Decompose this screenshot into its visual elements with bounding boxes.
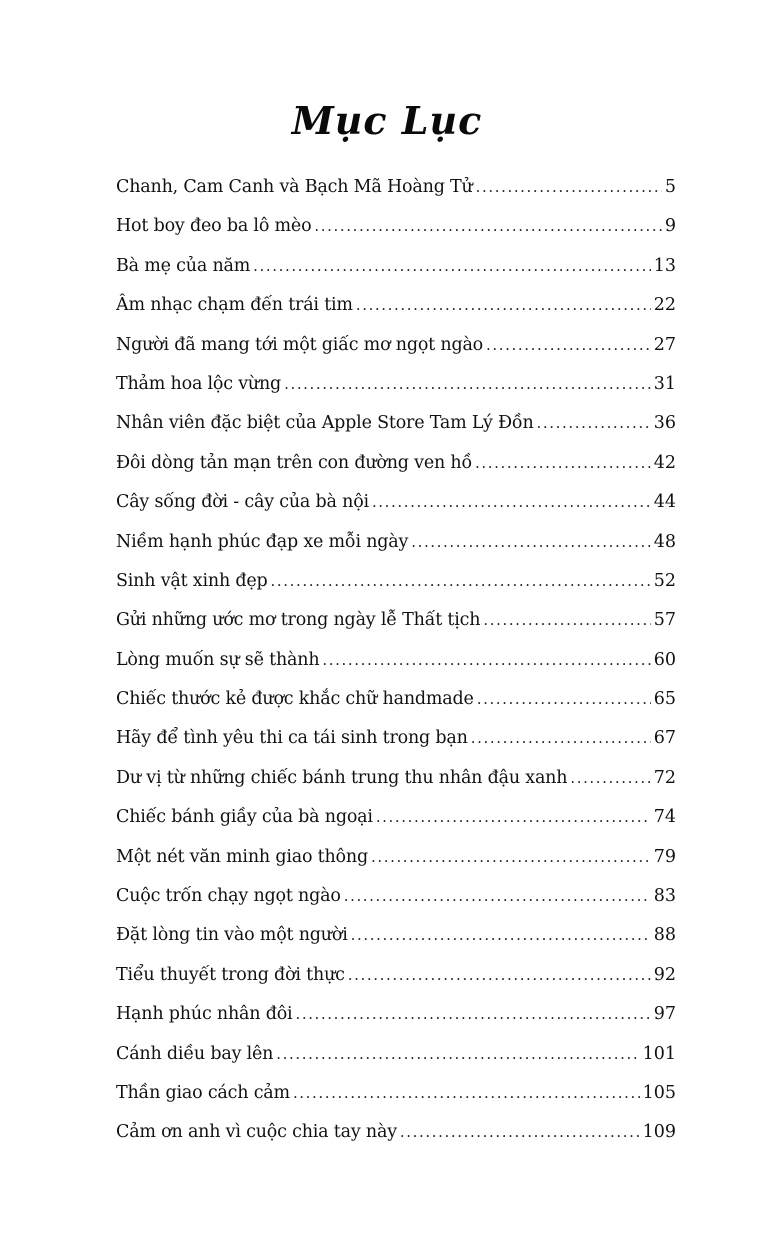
dot-leader (351, 916, 651, 955)
toc-entry (116, 1074, 676, 1113)
toc-entry-page: 44 (653, 492, 676, 513)
toc-entry-page: 88 (653, 925, 676, 946)
dot-leader (372, 483, 651, 522)
toc-entry (116, 483, 676, 522)
toc-entry (116, 562, 676, 601)
toc-entry-page: 67 (653, 728, 676, 749)
toc-entry (116, 956, 676, 995)
toc-entry-title: Thần giao cách cảm (116, 1082, 290, 1103)
toc-entry (116, 207, 676, 246)
toc-entry-page: 9 (664, 216, 676, 237)
toc-entry-title: Hãy để tình yêu thi ca tái sinh trong bạn (116, 728, 468, 749)
dot-leader (271, 562, 651, 601)
toc-entry-page: 5 (664, 177, 676, 197)
toc-entry (116, 641, 676, 680)
dot-leader (371, 838, 651, 877)
toc-entry (116, 523, 676, 562)
toc-entry-title: Đôi dòng tản mạn trên con đường ven hồ (116, 452, 473, 473)
toc-entry-title: Niềm hạnh phúc đạp xe mỗi ngày (116, 531, 409, 552)
toc-entry-title: Cây sống đời - cây của bà nội (116, 492, 369, 513)
toc-entry (116, 247, 676, 286)
toc-entry-title: Cảm ơn anh vì cuộc chia tay này (116, 1122, 397, 1143)
toc-entry-page: 57 (653, 610, 676, 631)
toc-entry-page: 101 (642, 1043, 676, 1064)
toc-entry-page: 31 (653, 373, 676, 394)
dot-leader (476, 168, 662, 207)
toc-entry-page: 52 (653, 570, 676, 591)
toc-entry-page: 83 (653, 886, 676, 907)
toc-entry (116, 326, 676, 365)
toc-entry-page: 22 (653, 295, 676, 316)
dot-leader (537, 404, 651, 443)
toc-entry (116, 601, 676, 640)
dot-leader (253, 247, 651, 286)
toc-entry-title: Hạnh phúc nhân đôi (116, 1004, 293, 1025)
dot-leader (284, 365, 651, 404)
toc-entry-title: Người đã mang tới một giấc mơ ngọt ngào (116, 334, 484, 355)
dot-leader (293, 1074, 640, 1113)
dot-leader (483, 601, 650, 640)
dot-leader (322, 641, 650, 680)
dot-leader (376, 798, 651, 837)
dot-leader (314, 207, 661, 246)
toc-entry (116, 365, 676, 404)
toc-entry-page: 13 (653, 255, 676, 276)
toc-entry (116, 286, 676, 325)
toc-entry-title: Lòng muốn sự sẽ thành (116, 649, 320, 670)
toc-entry (116, 759, 676, 798)
toc-entry-page: 74 (653, 807, 676, 828)
toc-entry (116, 798, 676, 837)
toc-entry-title: Gửi những ước mơ trong ngày lễ Thất tịch (116, 610, 481, 631)
dot-leader (400, 1113, 640, 1152)
toc-entry (116, 719, 676, 758)
toc-list (116, 168, 676, 1153)
toc-entry-page: 105 (642, 1082, 676, 1103)
toc-entry-title: Cánh diều bay lên (116, 1043, 274, 1064)
dot-leader (411, 523, 651, 562)
toc-entry-title: Chiếc thước kẻ được khắc chữ handmade (116, 689, 474, 710)
toc-entry (116, 1113, 676, 1152)
dot-leader (486, 326, 651, 365)
toc-entry-title: Đặt lòng tin vào một người (116, 925, 348, 946)
toc-entry (116, 444, 676, 483)
toc-entry-page: 109 (642, 1122, 676, 1143)
toc-entry-title: Dư vị từ những chiếc bánh trung thu nhân đậu xanh (116, 767, 568, 788)
toc-entry-page: 42 (653, 452, 676, 473)
toc-entry (116, 168, 676, 207)
toc-entry-title: Âm nhạc chạm đến trái tim (116, 295, 353, 316)
dot-leader (356, 286, 651, 325)
toc-entry-title: Tiểu thuyết trong đời thực (116, 964, 345, 985)
toc-entry-page: 79 (653, 846, 676, 867)
toc-entry-title: Bà mẹ của năm (116, 255, 251, 276)
dot-leader (570, 759, 650, 798)
toc-entry-title: Nhân viên đặc biệt của Apple Store Tam Lý Đồn (116, 413, 534, 434)
toc-entry (116, 1035, 676, 1074)
dot-leader (344, 877, 651, 916)
toc-entry-page: 48 (653, 531, 676, 552)
dot-leader (475, 444, 651, 483)
toc-entry-title: Chiếc bánh giầy của bà ngoại (116, 807, 373, 828)
dot-leader (295, 995, 650, 1034)
toc-entry-page: 72 (653, 767, 676, 788)
toc-entry (116, 995, 676, 1034)
toc-entry (116, 877, 676, 916)
toc-entry-title: Cuộc trốn chạy ngọt ngào (116, 886, 341, 907)
toc-entry (116, 916, 676, 955)
dot-leader (477, 680, 651, 719)
dot-leader (348, 956, 651, 995)
toc-entry-title: Thảm hoa lộc vừng (116, 373, 282, 394)
toc-entry-page: 92 (653, 964, 676, 985)
toc-entry (116, 404, 676, 443)
toc-entry-page: 65 (653, 689, 676, 710)
toc-entry-title: Chanh, Cam Canh và Bạch Mã Hoàng Tử (116, 177, 473, 197)
dot-leader (471, 719, 651, 758)
page-title: Mục Lục (291, 98, 483, 143)
toc-entry-page: 36 (653, 413, 676, 434)
toc-entry-page: 60 (653, 649, 676, 670)
toc-entry (116, 838, 676, 877)
toc-entry-page: 27 (653, 334, 676, 355)
toc-entry-page: 97 (653, 1004, 676, 1025)
toc-entry-title: Một nét văn minh giao thông (116, 846, 368, 867)
dot-leader (276, 1035, 639, 1074)
toc-entry (116, 680, 676, 719)
toc-entry-title: Hot boy đeo ba lô mèo (116, 216, 312, 237)
toc-entry-title: Sinh vật xinh đẹp (116, 570, 268, 591)
